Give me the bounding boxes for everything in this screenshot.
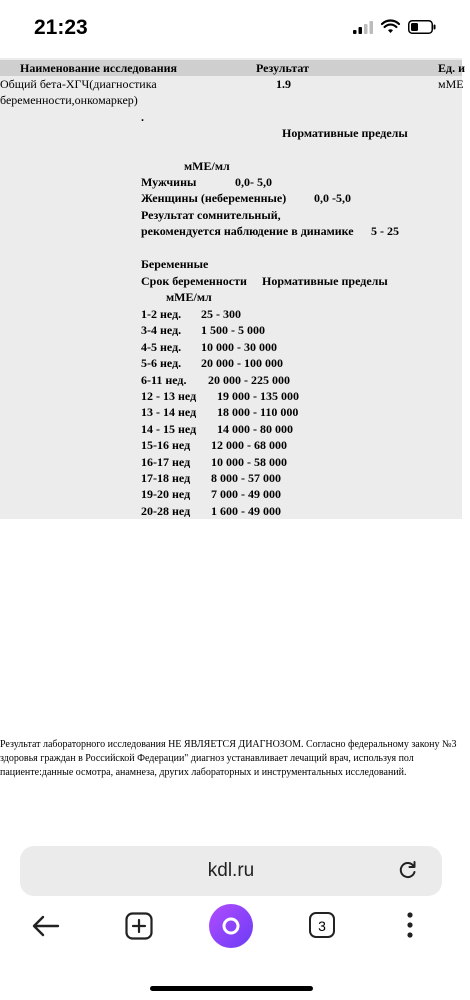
alice-icon bbox=[221, 916, 241, 936]
address-bar[interactable] bbox=[20, 846, 442, 896]
men-label: Мужчины bbox=[141, 175, 197, 189]
tabs-button[interactable] bbox=[309, 912, 335, 938]
dot: . bbox=[141, 110, 144, 124]
week-term: 19-20 нед bbox=[141, 487, 191, 502]
week-range: 10 000 - 30 000 bbox=[201, 339, 277, 354]
test-name-line2: беременности,онкомаркер) bbox=[0, 93, 138, 107]
week-term: 1-2 нед. bbox=[141, 307, 182, 321]
week-range: 20 000 - 225 000 bbox=[208, 372, 290, 387]
week-range: 18 000 - 110 000 bbox=[217, 405, 299, 420]
week-term: 5-6 нед. bbox=[141, 356, 182, 371]
week-range: 7 000 - 49 000 bbox=[211, 487, 281, 502]
result-unit: мМЕ bbox=[438, 77, 464, 91]
week-range: 1 500 - 5 000 bbox=[201, 323, 265, 338]
week-term: 3-4 нед. bbox=[141, 323, 182, 338]
menu-dots-icon[interactable] bbox=[406, 912, 414, 938]
home-indicator bbox=[150, 986, 313, 991]
status-time: 21:23 bbox=[34, 16, 88, 39]
table-header bbox=[0, 60, 465, 76]
back-arrow-icon[interactable] bbox=[32, 914, 60, 938]
term-header: Срок беременности bbox=[141, 274, 247, 288]
url-text[interactable]: kdl.ru bbox=[207, 860, 255, 881]
week-term: 17-18 нед bbox=[141, 471, 191, 485]
women-label: Женщины (небеременные) bbox=[141, 191, 287, 205]
doubtful-line1: Результат сомнительный, bbox=[141, 208, 281, 222]
week-term: 13 - 14 нед bbox=[141, 405, 197, 420]
status-bar bbox=[0, 0, 462, 58]
limits-header: Нормативные пределы bbox=[262, 274, 388, 288]
disclaimer-line3: пациенте:данные осмотра, анамнеза, других лабораторных и инструментальных исследований. bbox=[0, 767, 407, 778]
week-term: 20-28 нед bbox=[141, 503, 191, 518]
week-term: 6-11 нед. bbox=[141, 372, 187, 387]
disclaimer bbox=[0, 738, 470, 780]
header-test-name: Наименование исследования bbox=[20, 61, 178, 75]
reference-title: Нормативные пределы bbox=[282, 126, 408, 140]
status-icons bbox=[353, 20, 436, 34]
week-range: 19 000 - 135 000 bbox=[217, 389, 299, 403]
lab-report bbox=[0, 58, 465, 519]
signal-icon bbox=[353, 21, 373, 34]
header-unit: Ед. и bbox=[438, 61, 465, 75]
week-range: 10 000 - 58 000 bbox=[211, 454, 287, 469]
week-range: 20 000 - 100 000 bbox=[201, 356, 283, 371]
week-term: 12 - 13 нед bbox=[141, 389, 197, 403]
result-value: 1.9 bbox=[276, 77, 291, 91]
battery-icon bbox=[408, 20, 436, 34]
pregnant-title: Беременные bbox=[141, 257, 209, 271]
wifi-icon bbox=[381, 20, 400, 34]
reference-unit: мМЕ/мл bbox=[184, 159, 230, 173]
week-range: 12 000 - 68 000 bbox=[211, 438, 287, 453]
new-tab-icon[interactable] bbox=[125, 912, 153, 940]
week-term: 16-17 нед bbox=[141, 454, 191, 469]
alice-assistant-button[interactable] bbox=[209, 904, 253, 948]
browser-toolbar bbox=[0, 896, 462, 1000]
test-name-line1: Общий бета-ХГЧ(диагностика bbox=[0, 77, 157, 91]
week-range: 14 000 - 80 000 bbox=[217, 421, 293, 436]
week-range: 25 - 300 bbox=[201, 307, 241, 321]
women-value: 0,0 -5,0 bbox=[314, 191, 351, 205]
disclaimer-line2: здоровья граждан в Российской Федерации" диагноз устанавливает лечащий врач, используя пол bbox=[0, 753, 414, 764]
reference-unit-2: мМЕ/мл bbox=[166, 290, 212, 304]
men-value: 0,0- 5,0 bbox=[235, 175, 272, 189]
tab-count: 3 bbox=[318, 918, 326, 934]
doubtful-value: 5 - 25 bbox=[371, 224, 399, 238]
week-range: 1 600 - 49 000 bbox=[211, 503, 281, 518]
header-result: Результат bbox=[256, 61, 310, 75]
week-range: 8 000 - 57 000 bbox=[211, 471, 281, 485]
disclaimer-line1: Результат лабораторного исследования НЕ ЯВЛЯЕТСЯ ДИАГНОЗОМ. Согласно федеральному закону №3 bbox=[0, 739, 457, 750]
week-term: 14 - 15 нед bbox=[141, 421, 197, 436]
reload-icon[interactable] bbox=[398, 860, 418, 880]
week-term: 15-16 нед bbox=[141, 438, 191, 453]
doubtful-line2: рекомендуется наблюдение в динамике bbox=[141, 224, 354, 238]
week-term: 4-5 нед. bbox=[141, 339, 182, 354]
